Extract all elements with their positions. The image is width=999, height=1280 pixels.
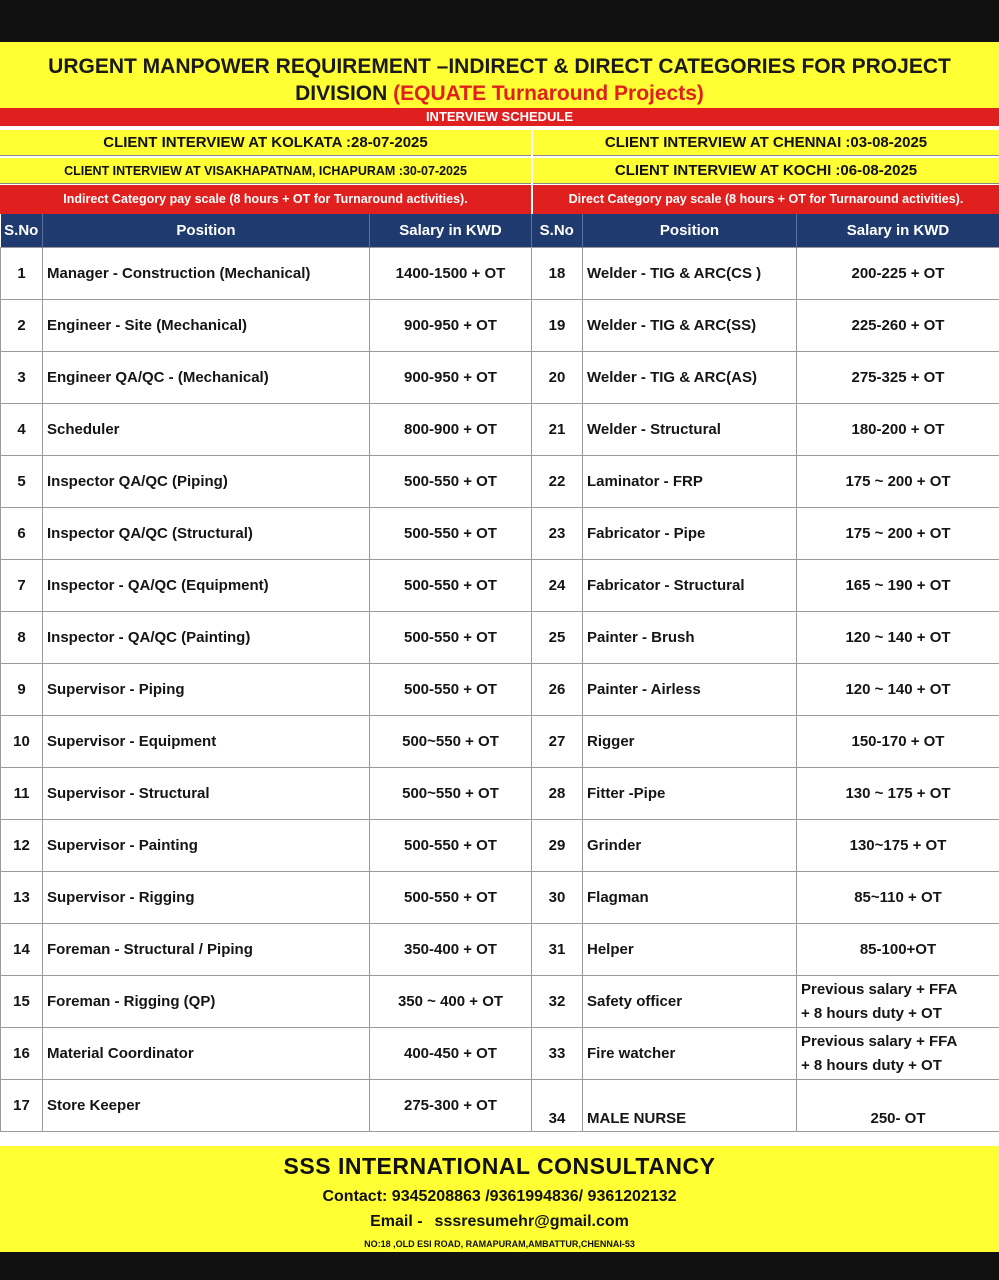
cell-position: Welder - Structural	[583, 404, 797, 456]
cell-sno: 6	[1, 508, 43, 560]
cell-sno: 29	[532, 820, 583, 872]
cell-sno: 21	[532, 404, 583, 456]
address: NO:18 ,OLD ESI ROAD, RAMAPURAM,AMBATTUR,CHENNAI-53	[364, 1239, 635, 1249]
salary-line-2: + 8 hours duty + OT	[801, 1056, 942, 1074]
table-row	[1, 872, 532, 924]
cell-position: Inspector QA/QC (Piping)	[43, 456, 370, 508]
direct-table	[531, 214, 999, 1132]
table-row	[532, 768, 999, 820]
table-row	[532, 560, 999, 612]
job-poster	[0, 42, 999, 1252]
cell-sno: 18	[532, 248, 583, 300]
cell-sno: 24	[532, 560, 583, 612]
interview-schedule-banner: INTERVIEW SCHEDULE	[0, 108, 999, 126]
interview-kochi: CLIENT INTERVIEW AT KOCHI :06-08-2025	[533, 158, 999, 184]
table-row	[1, 716, 532, 768]
table-header-row	[532, 214, 999, 248]
cell-sno: 13	[1, 872, 43, 924]
cell-sno: 33	[532, 1028, 583, 1080]
footer	[0, 1146, 999, 1252]
cell-salary: 500-550 + OT	[370, 872, 532, 924]
cell-salary: 500-550 + OT	[370, 456, 532, 508]
cell-salary: 250- OT	[797, 1080, 999, 1132]
table-row	[532, 820, 999, 872]
cell-position: Scheduler	[43, 404, 370, 456]
cell-salary: 500-550 + OT	[370, 560, 532, 612]
page-title	[0, 42, 999, 108]
column-header-sno: S.No	[1, 214, 43, 248]
cell-salary: 350 ~ 400 + OT	[370, 976, 532, 1028]
cell-sno: 12	[1, 820, 43, 872]
cell-sno: 17	[1, 1080, 43, 1132]
cell-salary	[797, 1028, 999, 1080]
cell-sno: 16	[1, 1028, 43, 1080]
cell-sno: 31	[532, 924, 583, 976]
cell-sno: 32	[532, 976, 583, 1028]
cell-salary: 350-400 + OT	[370, 924, 532, 976]
cell-sno: 19	[532, 300, 583, 352]
cell-salary: 165 ~ 190 + OT	[797, 560, 999, 612]
table-row	[532, 664, 999, 716]
table-row	[1, 612, 532, 664]
cell-position: Painter - Brush	[583, 612, 797, 664]
table-row	[1, 820, 532, 872]
column-header-position: Position	[43, 214, 370, 248]
cell-sno: 28	[532, 768, 583, 820]
column-header-salary: Salary in KWD	[370, 214, 532, 248]
cell-sno: 20	[532, 352, 583, 404]
table-row	[1, 664, 532, 716]
cell-sno: 7	[1, 560, 43, 612]
cell-position: Supervisor - Structural	[43, 768, 370, 820]
cell-sno: 14	[1, 924, 43, 976]
cell-sno: 10	[1, 716, 43, 768]
table-row	[532, 924, 999, 976]
cell-salary: 275-325 + OT	[797, 352, 999, 404]
cell-position: Fire watcher	[583, 1028, 797, 1080]
table-row	[1, 1080, 532, 1132]
table-row	[1, 248, 532, 300]
salary-line-2: + 8 hours duty + OT	[801, 1004, 942, 1022]
cell-salary: 500~550 + OT	[370, 716, 532, 768]
title-line-1: URGENT MANPOWER REQUIREMENT –INDIRECT & DIRECT CATEGORIES FOR PROJECT	[48, 55, 951, 78]
cell-sno: 22	[532, 456, 583, 508]
cell-salary: 85-100+OT	[797, 924, 999, 976]
cell-salary: 120 ~ 140 + OT	[797, 612, 999, 664]
table-row	[532, 508, 999, 560]
cell-position: Fabricator - Pipe	[583, 508, 797, 560]
table-row	[1, 1028, 532, 1080]
salary-line-1: Previous salary + FFA	[801, 980, 958, 998]
cell-position: Supervisor - Painting	[43, 820, 370, 872]
contact-phones: Contact: 9345208863 /9361994836/ 9361202132	[322, 1188, 677, 1205]
cell-position: Supervisor - Piping	[43, 664, 370, 716]
cell-salary	[797, 976, 999, 1028]
cell-sno: 30	[532, 872, 583, 924]
cell-position: Welder - TIG & ARC(AS)	[583, 352, 797, 404]
cell-position: Grinder	[583, 820, 797, 872]
cell-salary: 1400-1500 + OT	[370, 248, 532, 300]
table-row	[532, 976, 999, 1028]
cell-salary: 200-225 + OT	[797, 248, 999, 300]
cell-position: Rigger	[583, 716, 797, 768]
cell-sno: 1	[1, 248, 43, 300]
cell-sno: 26	[532, 664, 583, 716]
cell-position: Fitter -Pipe	[583, 768, 797, 820]
cell-position: Inspector QA/QC (Structural)	[43, 508, 370, 560]
email-label: Email -	[370, 1213, 423, 1230]
cell-position: Material Coordinator	[43, 1028, 370, 1080]
cell-sno: 8	[1, 612, 43, 664]
cell-position: MALE NURSE	[583, 1080, 797, 1132]
table-row	[1, 300, 532, 352]
cell-position: Foreman - Rigging (QP)	[43, 976, 370, 1028]
cell-salary: 500-550 + OT	[370, 508, 532, 560]
direct-payscale-banner: Direct Category pay scale (8 hours + OT for Turnaround activities).	[533, 185, 999, 214]
title-line-2-prefix: DIVISION	[295, 82, 394, 105]
cell-salary: 130~175 + OT	[797, 820, 999, 872]
cell-sno: 9	[1, 664, 43, 716]
cell-salary: 150-170 + OT	[797, 716, 999, 768]
cell-sno: 23	[532, 508, 583, 560]
table-row	[532, 1028, 999, 1080]
company-name: SSS INTERNATIONAL CONSULTANCY	[283, 1153, 716, 1179]
cell-sno: 5	[1, 456, 43, 508]
title-line-2	[0, 80, 999, 107]
interview-kolkata: CLIENT INTERVIEW AT KOLKATA :28-07-2025	[0, 130, 531, 156]
cell-position: Safety officer	[583, 976, 797, 1028]
table-row	[532, 456, 999, 508]
cell-salary: 175 ~ 200 + OT	[797, 456, 999, 508]
table-row	[532, 248, 999, 300]
cell-salary: 500~550 + OT	[370, 768, 532, 820]
cell-salary: 900-950 + OT	[370, 352, 532, 404]
cell-sno: 25	[532, 612, 583, 664]
cell-salary: 85~110 + OT	[797, 872, 999, 924]
column-header-salary: Salary in KWD	[797, 214, 999, 248]
cell-position: Flagman	[583, 872, 797, 924]
table-row	[532, 352, 999, 404]
interview-chennai: CLIENT INTERVIEW AT CHENNAI :03-08-2025	[533, 130, 999, 156]
cell-position: Welder - TIG & ARC(SS)	[583, 300, 797, 352]
indirect-payscale-banner: Indirect Category pay scale (8 hours + OT for Turnaround activities).	[0, 185, 531, 214]
cell-salary: 130 ~ 175 + OT	[797, 768, 999, 820]
table-row	[532, 300, 999, 352]
table-row	[1, 924, 532, 976]
table-row	[532, 1080, 999, 1132]
email-address[interactable]: sssresumehr@gmail.com	[434, 1213, 629, 1230]
cell-position: Manager - Construction (Mechanical)	[43, 248, 370, 300]
table-row	[532, 716, 999, 768]
table-row	[1, 976, 532, 1028]
cell-salary: 175 ~ 200 + OT	[797, 508, 999, 560]
column-header-sno: S.No	[532, 214, 583, 248]
cell-salary: 500-550 + OT	[370, 664, 532, 716]
cell-salary: 225-260 + OT	[797, 300, 999, 352]
table-row	[1, 508, 532, 560]
cell-position: Welder - TIG & ARC(CS )	[583, 248, 797, 300]
cell-salary: 900-950 + OT	[370, 300, 532, 352]
cell-position: Foreman - Structural / Piping	[43, 924, 370, 976]
cell-position: Fabricator - Structural	[583, 560, 797, 612]
cell-position: Painter - Airless	[583, 664, 797, 716]
cell-sno: 2	[1, 300, 43, 352]
cell-salary: 180-200 + OT	[797, 404, 999, 456]
cell-salary: 500-550 + OT	[370, 820, 532, 872]
cell-sno: 34	[532, 1080, 583, 1132]
cell-salary: 275-300 + OT	[370, 1080, 532, 1132]
cell-sno: 4	[1, 404, 43, 456]
cell-position: Inspector - QA/QC (Equipment)	[43, 560, 370, 612]
interview-visakhapatnam: CLIENT INTERVIEW AT VISAKHAPATNAM, ICHAPURAM :30-07-2025	[0, 158, 531, 184]
column-header-position: Position	[583, 214, 797, 248]
cell-position: Store Keeper	[43, 1080, 370, 1132]
cell-position: Inspector - QA/QC (Painting)	[43, 612, 370, 664]
title-highlight: (EQUATE Turnaround Projects)	[393, 82, 704, 105]
cell-position: Engineer QA/QC - (Mechanical)	[43, 352, 370, 404]
cell-position: Helper	[583, 924, 797, 976]
cell-position: Supervisor - Equipment	[43, 716, 370, 768]
indirect-table	[0, 214, 532, 1132]
table-row	[1, 404, 532, 456]
table-row	[532, 404, 999, 456]
cell-position: Supervisor - Rigging	[43, 872, 370, 924]
cell-sno: 11	[1, 768, 43, 820]
cell-sno: 3	[1, 352, 43, 404]
email-line	[0, 1213, 999, 1231]
cell-position: Engineer - Site (Mechanical)	[43, 300, 370, 352]
table-row	[532, 872, 999, 924]
table-row	[532, 612, 999, 664]
cell-salary: 500-550 + OT	[370, 612, 532, 664]
table-row	[1, 352, 532, 404]
table-row	[1, 456, 532, 508]
cell-sno: 27	[532, 716, 583, 768]
cell-sno: 15	[1, 976, 43, 1028]
cell-salary: 120 ~ 140 + OT	[797, 664, 999, 716]
table-row	[1, 560, 532, 612]
table-header-row	[1, 214, 532, 248]
cell-salary: 800-900 + OT	[370, 404, 532, 456]
table-row	[1, 768, 532, 820]
salary-line-1: Previous salary + FFA	[801, 1032, 958, 1050]
cell-salary: 400-450 + OT	[370, 1028, 532, 1080]
cell-position: Laminator - FRP	[583, 456, 797, 508]
